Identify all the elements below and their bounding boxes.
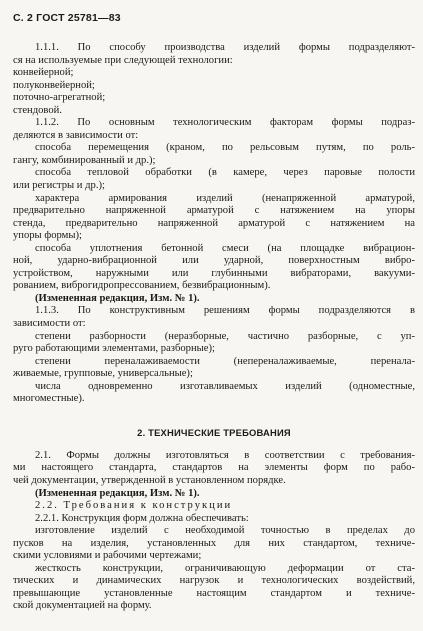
text-line: тических и динамических нагрузок и технологических воздействий, xyxy=(13,575,415,587)
subsection-title: 2.2. Требования к конструкции xyxy=(35,500,233,512)
page-header: С. 2 ГОСТ 25781—83 xyxy=(13,12,121,24)
text-line: 2.1. Формы должны изготовляться в соответствии с требования- xyxy=(35,449,415,461)
text-line: степени разборности (неразборные, частично разборные, с уп- xyxy=(35,330,415,342)
text-line: живаемые, групповые, универсальные); xyxy=(13,368,193,380)
document-body xyxy=(13,42,415,613)
text-line: рованием, виброгидропрессованием, безвибрационным). xyxy=(13,280,271,292)
spacer xyxy=(13,440,415,450)
list-item: полуконвейерной; xyxy=(13,79,95,91)
text-line: ной, ударно-вибрационной или ударной, поверхностным вибро- xyxy=(13,255,415,267)
text-line: превышающие установленные настоящим стандартом и техниче- xyxy=(13,587,415,599)
section-title: 2. ТЕХНИЧЕСКИЕ ТРЕБОВАНИЯ xyxy=(137,426,291,438)
amendment-note: (Измененная редакция, Изм. № 1). xyxy=(35,292,200,304)
text-line: ской документацией на форму. xyxy=(13,600,152,612)
spacer xyxy=(13,406,415,426)
amendment-note: (Измененная редакция, Изм. № 1). xyxy=(35,487,200,499)
text-line: зависимости от: xyxy=(13,318,86,330)
text-line: скими условиями и рабочими чертежами; xyxy=(13,550,202,562)
text-line: 1.1.3. По конструктивным решениям формы подразделяются в xyxy=(35,305,415,317)
text-line: 1.1.2. По основным технологическим факторам формы подраз- xyxy=(35,117,415,129)
text-line: 1.1.1. По способу производства изделий формы подразделяют- xyxy=(35,42,415,53)
text-line: устройством, наружными или глубинными вибраторами, вакууми- xyxy=(13,267,415,279)
text-line: характера армирования изделий (ненапряженной арматурой, xyxy=(35,192,415,204)
text-line: изготовление изделий с необходимой точностью в пределах до xyxy=(35,525,415,537)
text-line: стенда, предварительно напряженной арматурой с натяжением на xyxy=(13,217,415,229)
text-line: многоместные). xyxy=(13,393,85,405)
text-line: способа перемещения (краном, по рельсовым путям, по роль- xyxy=(35,142,415,154)
text-line: или регистры и др.); xyxy=(13,180,105,192)
text-line: 2.2.1. Конструкция форм должна обеспечивать: xyxy=(35,512,249,524)
text-line: чей документации, утвержденной в установленном порядке. xyxy=(13,474,286,486)
text-line: деляются в зависимости от: xyxy=(13,129,139,141)
text-line: руго работающими элементами, разборные); xyxy=(13,343,215,355)
list-item: конвейерной; xyxy=(13,67,74,79)
text-line: ся на используемые при следующей технологии: xyxy=(13,54,233,66)
text-line: жесткость конструкции, ограничивающую деформации от ста- xyxy=(35,562,415,574)
text-line: предварительно напряженной арматурой с натяжением на упоры xyxy=(13,205,415,217)
text-line: гангу, комбинированный и др.); xyxy=(13,154,156,166)
list-item: поточно-агрегатной; xyxy=(13,92,106,104)
text-line: упоры формы); xyxy=(13,230,82,242)
text-line: степени переналаживаемости (непереналаживаемые, перенала- xyxy=(35,355,415,367)
text-line: ми настоящего стандарта, стандартов на элементы форм по рабо- xyxy=(13,462,415,474)
list-item: стендовой. xyxy=(13,104,62,116)
text-line: пусков на изделия, установленных для них стандартом, техниче- xyxy=(13,537,415,549)
text-line: способа уплотнения бетонной смеси (на площадке вибрацион- xyxy=(35,242,415,254)
text-line: способа тепловой обработки (в камере, через паровые полости xyxy=(35,167,415,179)
text-line: числа одновременно изготавливаемых изделий (одноместные, xyxy=(35,380,415,392)
